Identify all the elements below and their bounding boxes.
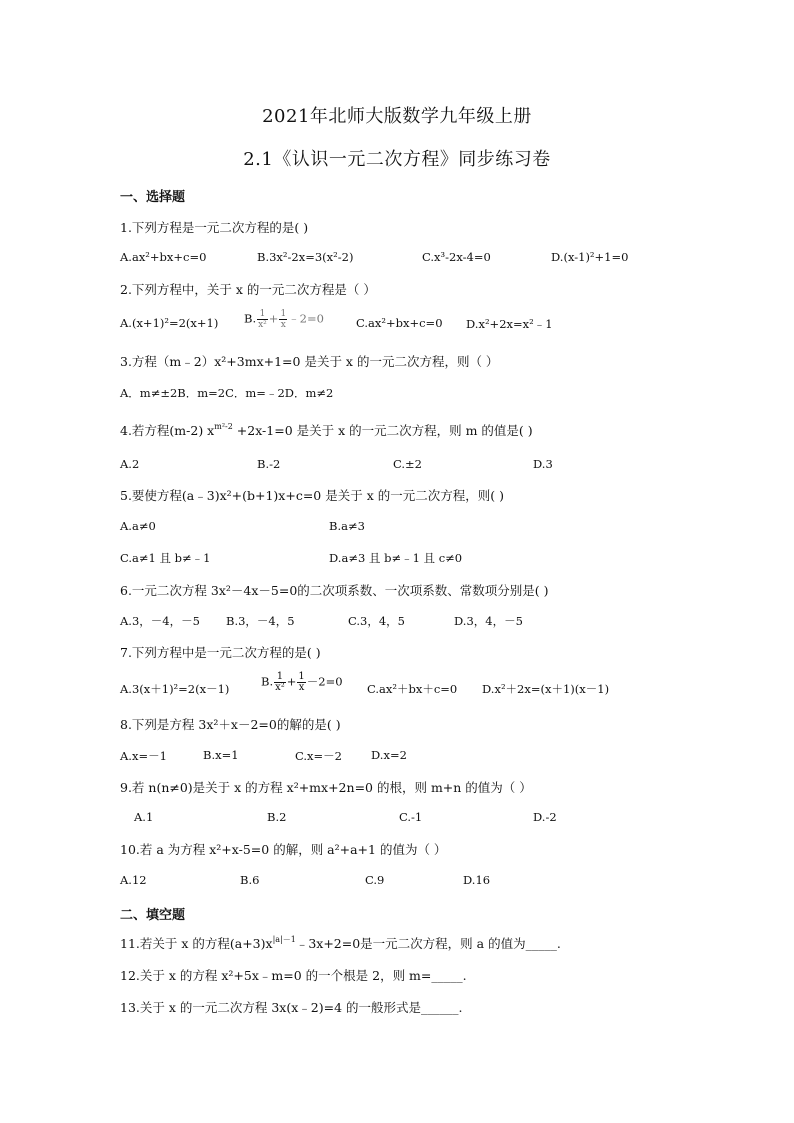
q8-option-a: A.x=－1 bbox=[120, 749, 167, 763]
q2-option-b: B. $\frac{1}{\text{x²}}$ + $\frac{1}{x}$ ﹣2=0 bbox=[244, 309, 324, 330]
q5-option-c: C.a≠1 且 b≠﹣1 bbox=[120, 551, 211, 565]
q2-option-c: C.ax²+bx+c=0 bbox=[356, 316, 443, 330]
section-heading-choice: 一、选择题 bbox=[120, 190, 186, 205]
q6-option-a: A.3，－4，－5 bbox=[120, 614, 200, 628]
q4-option-c: C.±2 bbox=[393, 457, 422, 471]
question-9-options bbox=[120, 810, 680, 828]
q10-option-a: A.12 bbox=[120, 873, 147, 887]
q1-option-c: C.x³-2x-4=0 bbox=[422, 250, 491, 264]
q6-option-c: C.3，4，5 bbox=[348, 614, 405, 628]
question-4-stem: 4.若方程(m-2) $x^{m^2-2} +2x-1=0$ 是关于 x 的一元二次方程，则 m 的值是( ) bbox=[120, 422, 533, 438]
q9-option-b: B.2 bbox=[267, 810, 287, 824]
question-4-options bbox=[120, 457, 680, 475]
question-5-options-row1 bbox=[120, 519, 680, 537]
q1-option-d: D.(x-1)²+1=0 bbox=[551, 250, 629, 264]
question-1-stem: 1.下列方程是一元二次方程的是( ) bbox=[120, 220, 309, 235]
q8-option-b: B.x=1 bbox=[203, 748, 239, 762]
q1-option-b: B.3x²-2x=3(x²-2) bbox=[257, 250, 354, 264]
q8-option-c: C.x=－2 bbox=[295, 749, 342, 763]
question-3-stem: 3.方程（m﹣2）x²+3mx+1=0 是关于 x 的一元二次方程，则（ ） bbox=[120, 354, 499, 369]
q1-option-a: A.ax²+bx+c=0 bbox=[120, 250, 207, 264]
question-3-options bbox=[120, 385, 680, 403]
q9-option-d: D.-2 bbox=[533, 810, 557, 824]
q9-option-a: A.1 bbox=[134, 810, 154, 824]
worksheet-title: 2021年北师大版数学九年级上册 bbox=[262, 106, 532, 127]
question-11-stem: 11.若关于 x 的方程$(a+3)x^{|a|-1}﹣3x+2=0$是一元二次方程，则 a 的值为_____. bbox=[120, 935, 561, 951]
question-12-stem: 12.关于 x 的方程 x²+5x﹣m=0 的一个根是 2，则 m=_____. bbox=[120, 968, 467, 983]
question-10-stem: 10.若 a 为方程 x²+x-5=0 的解，则 a²+a+1 的值为（ ） bbox=[120, 842, 447, 857]
q7-option-b: B. $\frac{1}{\text{x²}}$ + $\frac{1}{x}$ －2=0 bbox=[261, 671, 343, 693]
question-10-options bbox=[120, 873, 680, 891]
worksheet-subtitle: 2.1《认识一元二次方程》同步练习卷 bbox=[243, 149, 551, 170]
question-7-options bbox=[120, 671, 680, 700]
q10-option-b: B.6 bbox=[240, 873, 260, 887]
q4-option-a: A.2 bbox=[120, 457, 140, 471]
question-9-stem: 9.若 n(n≠0)是关于 x 的方程 x²+mx+2n=0 的根，则 m+n 的值为（ ） bbox=[120, 780, 532, 795]
question-13-stem: 13.关于 x 的一元二次方程 3x(x﹣2)=4 的一般形式是______. bbox=[120, 1000, 463, 1015]
q7-option-c: C.ax²＋bx＋c=0 bbox=[367, 682, 458, 696]
q6-option-b: B.3，－4，5 bbox=[226, 614, 295, 628]
q3-options-text: A．m≠±2B．m=2C．m=﹣2D．m≠2 bbox=[120, 386, 334, 400]
q2-option-d: D.x²+2x=x²﹣1 bbox=[466, 317, 553, 331]
section-heading-fill-blank: 二、填空题 bbox=[120, 908, 186, 923]
question-5-stem: 5.要使方程(a﹣3)x²+(b+1)x+c=0 是关于 x 的一元二次方程，则( ) bbox=[120, 488, 504, 503]
q5-option-d: D.a≠3 且 b≠﹣1 且 c≠0 bbox=[329, 551, 463, 565]
q5-option-a: A.a≠0 bbox=[120, 519, 156, 533]
q10-option-d: D.16 bbox=[463, 873, 491, 887]
q4-option-b: B.-2 bbox=[257, 457, 281, 471]
question-1-options bbox=[120, 250, 680, 268]
q7-option-a: A.3(x＋1)²=2(x－1) bbox=[120, 682, 230, 696]
question-2-options bbox=[120, 309, 680, 335]
question-6-options bbox=[120, 613, 680, 631]
q4-option-d: D.3 bbox=[533, 457, 553, 471]
question-8-stem: 8.下列是方程 3x²＋x－2=0的解的是( ) bbox=[120, 717, 341, 732]
q10-option-c: C.9 bbox=[365, 873, 385, 887]
q2-option-a: A.(x+1)²=2(x+1) bbox=[120, 316, 219, 330]
q8-option-d: D.x=2 bbox=[371, 748, 407, 762]
question-5-options-row2 bbox=[120, 550, 680, 568]
question-6-stem: 6.一元二次方程 3x²－4x－5=0的二次项系数、一次项系数、常数项分别是( ) bbox=[120, 583, 549, 598]
question-8-options bbox=[120, 748, 680, 766]
question-7-stem: 7.下列方程中是一元二次方程的是( ) bbox=[120, 645, 321, 660]
q5-option-b: B.a≠3 bbox=[329, 519, 365, 533]
q6-option-d: D.3，4，－5 bbox=[454, 614, 523, 628]
question-2-stem: 2.下列方程中，关于 x 的一元二次方程是（ ） bbox=[120, 282, 376, 297]
q7-option-d: D.x²＋2x=(x＋1)(x－1) bbox=[482, 682, 610, 696]
q9-option-c: C.-1 bbox=[399, 810, 423, 824]
